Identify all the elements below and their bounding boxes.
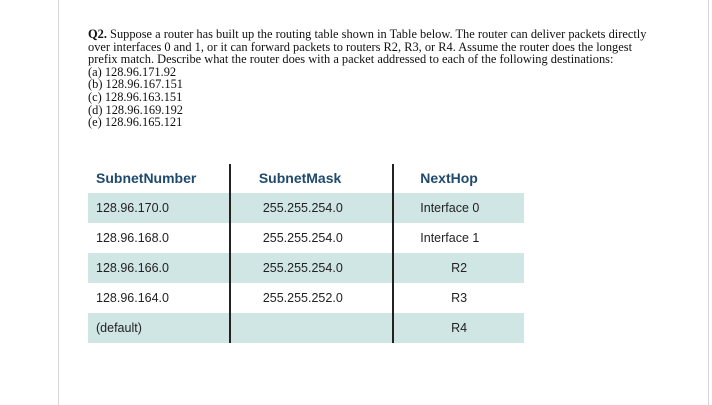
cell-subnet-number: 128.96.170.0 [88,193,230,224]
cell-subnet-number: 128.96.168.0 [96,231,169,245]
option-c: (c) 128.96.163.151 [88,89,183,104]
cell-next-hop: Interface 1 [393,223,524,253]
cell-next-hop: R4 [393,313,524,343]
table-row [88,253,524,283]
cell-subnet-number: 128.96.164.0 [96,291,169,305]
option-a: (a) 128.96.171.92 [88,64,177,79]
table-header-row [88,164,524,193]
header-subnet-number: SubnetNumber [88,164,230,193]
question-intro [88,28,648,66]
cell-subnet-mask: 255.255.254.0 [230,193,393,224]
option-e: (e) 128.96.165.121 [88,115,183,130]
option-d: (d) 128.96.169.192 [88,102,183,117]
question-label: Q2. [88,27,107,41]
cell-next-hop: R2 [393,253,524,283]
header-next-hop: NextHop [393,164,524,193]
cell-subnet-mask: 255.255.254.0 [230,253,393,283]
table-row [88,193,524,224]
cell-subnet-mask: 255.255.252.0 [230,283,393,313]
option-b: (b) 128.96.167.151 [88,77,183,92]
cell-next-hop: Interface 0 [393,193,524,224]
cell-subnet-number: (default) [88,313,230,343]
cell-subnet-mask: 255.255.254.0 [230,223,393,253]
cell-subnet-mask [230,313,393,343]
table-row [88,223,524,253]
cell-next-hop: R3 [393,283,524,313]
routing-table [88,164,524,343]
table-row [88,283,524,313]
table-row [88,313,524,343]
question-text: Suppose a router has built up the routing table shown in Table below. The router can deliver packets directly over interfaces 0 and 1, or it can forward packets to routers R2, R3, or R4. Assume the router does the longest prefix match. Describe what the router does with a packet addressed to each of the following destinations: [88,27,647,67]
question-block [88,28,648,129]
header-subnet-mask: SubnetMask [230,164,393,193]
cell-subnet-number: 128.96.166.0 [88,253,230,283]
